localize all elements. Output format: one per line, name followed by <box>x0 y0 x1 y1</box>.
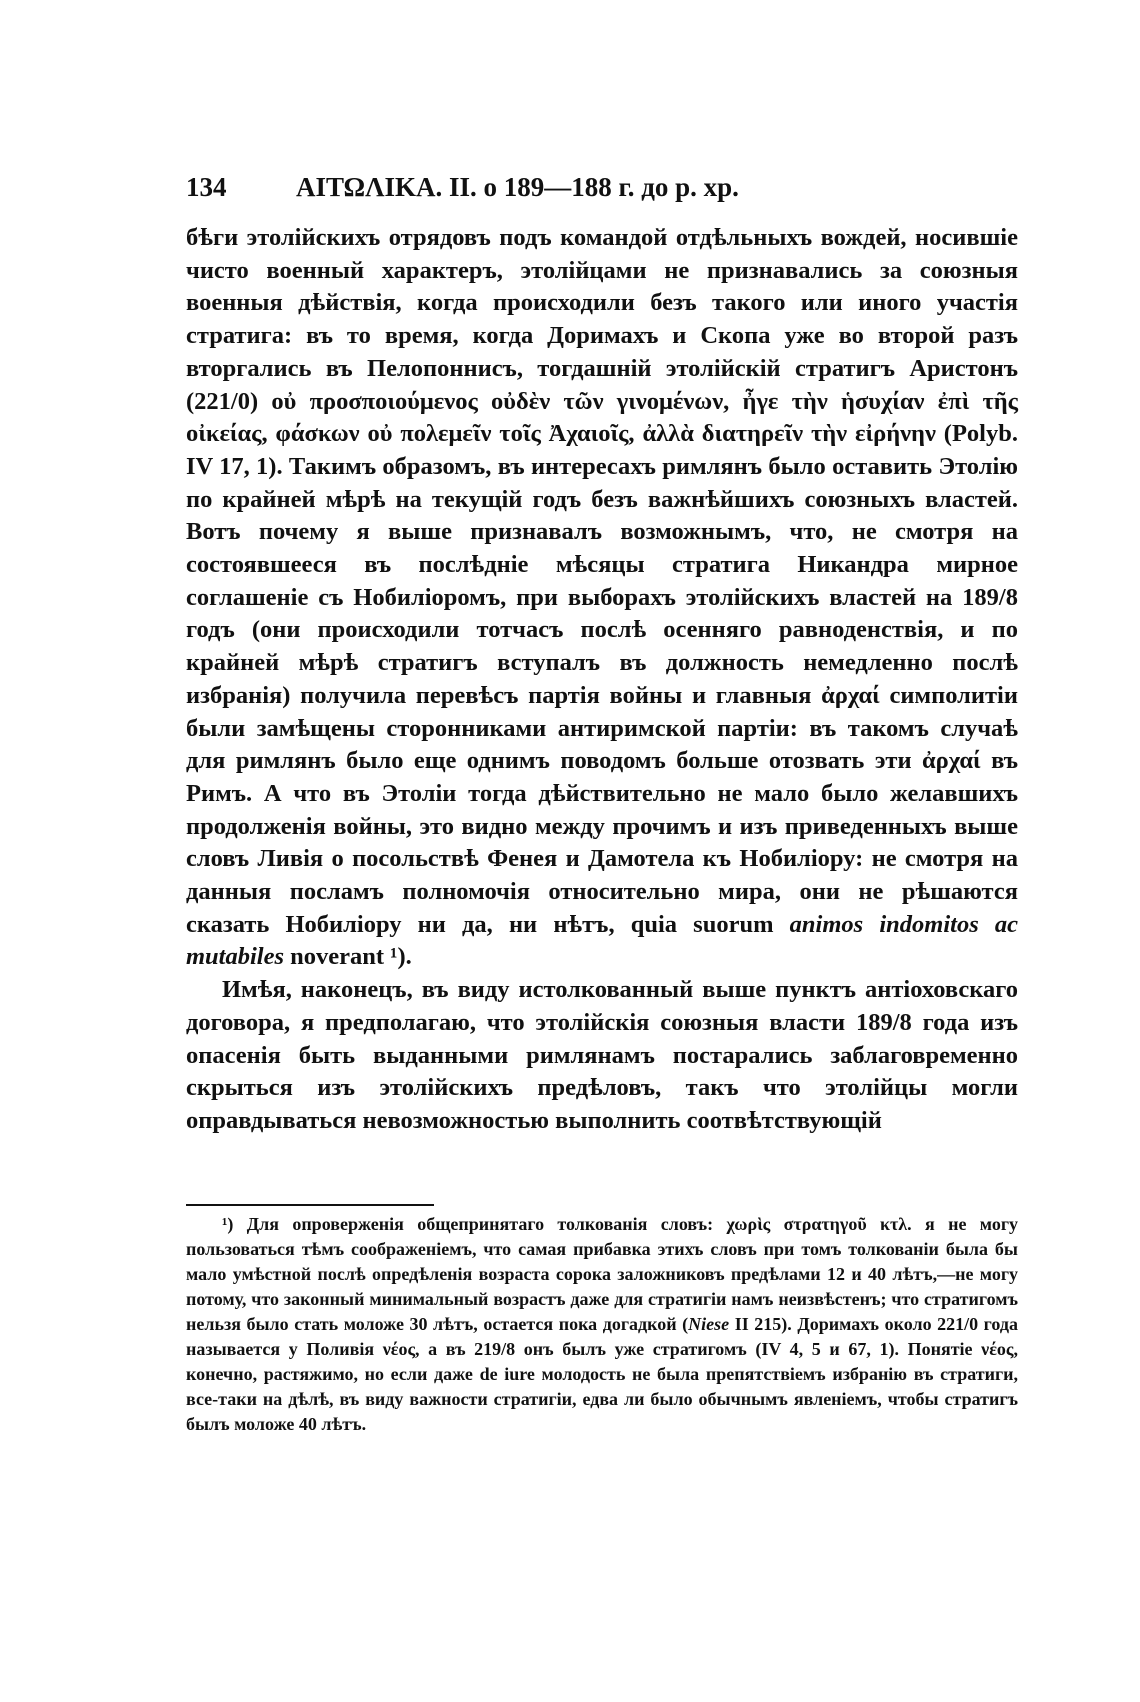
page-header <box>186 172 966 203</box>
paragraph-2: Имѣя, наконецъ, въ виду истолкованный выше пунктъ антіоховскаго договора, я предполагаю, что этолійскія союзныя власти 189/8 года изъ опасенія быть выданными римлянамъ постарались заблаговременно скрыться изъ этолійскихъ предѣловъ, такъ что этолійцы могли оправдываться невозможностью выполнить соотвѣтствующій <box>186 976 1018 1134</box>
paragraph-1-text: бѣги этолійскихъ отрядовъ подъ командой отдѣльныхъ вождей, носившіе чисто военный характеръ, этолійцами не признавались за союзныя военныя дѣйствія, когда происходили безъ такого или иного участія стратига: въ то время, когда Доримахъ и Скопа уже во второй разъ вторгались въ Пелопоннисъ, тогдашній этолійскій стратигъ Аристонъ (221/0) οὐ προσποιούμενος οὐδὲν τῶν γινομένων, ἦγε τὴν ἡσυχίαν ἐπὶ τῆς οἰκείας, φάσκων οὐ πολεμεῖν τοῖς Ἀχαιοῖς, ἀλλὰ διατηρεῖν τὴν εἰρήνην (Polyb. IV 17, 1). Такимъ образомъ, въ интересахъ римлянъ было оставить Этолію по крайней мѣрѣ на текущій годъ безъ важнѣйшихъ союзныхъ властей. Вотъ почему я выше признавалъ возможнымъ, что, не смотря на состоявшееся въ послѣдніе мѣсяцы стратига Никандра мирное соглашеніе съ Нобиліоромъ, при выборахъ этолійскихъ властей на 189/8 годъ (они происходили тотчасъ послѣ осенняго равноденствія, и по крайней мѣрѣ стратигъ вступалъ въ должность немедленно послѣ избранія) получила перевѣсъ партія войны и главныя ἀρχαί симполитіи были замѣщены сторонниками антиримской партіи: въ такомъ случаѣ для римлянъ было еще однимъ поводомъ больше отозвать эти ἀρχαί въ Римъ. А что въ Этоліи тогда дѣйствительно не мало было желавшихъ продолженія войны, это видно между прочимъ и изъ приведенныхъ выше словъ Ливія о посольствѣ Фенея и Дамотела къ Нобиліору: не смотря на данныя посламъ полномочія относительно мира, они не рѣшаются сказать Нобиліору ни да, ни нѣтъ, quia suorum <box>186 224 1018 938</box>
footnote-divider <box>186 1204 434 1206</box>
paragraph-1-italic: animos indomitos ac mutabiles <box>186 910 1019 971</box>
footnote-paragraph <box>186 1212 1018 1437</box>
footnote-text-2: II 215). Доримахъ около 221/0 года называется у Поливія νέος, а въ 219/8 онъ былъ уже стратигомъ (IV 4, 5 и 67, 1). Понятіе νέος, конечно, растяжимо, но если даже de iure молодость не была препятствіемъ избранію въ стратиги, все-таки на дѣлѣ, въ виду важности стратигіи, едва ли было обычнымъ явленіемъ, чтобы стратигъ былъ моложе 40 лѣтъ. <box>186 1314 1018 1434</box>
footnote-citation-author: Niese <box>688 1314 730 1334</box>
page-number: 134 <box>186 172 227 202</box>
footnote <box>186 1212 1018 1437</box>
footnote-text-1: ¹) Для опроверженія общепринятаго толкованія словъ: χωρὶς στρατηγοῦ κτλ. я не могу пользоваться тѣмъ соображеніемъ, что самая прибавка этихъ словъ при томъ толкованіи была бы мало умѣстной послѣ опредѣленія возраста сорока заложниковъ предѣлами 12 и 40 лѣтъ,—не могу потому, что законный минимальный возрастъ даже для стратигіи намъ неизвѣстенъ; что стратигомъ нельзя было стать моложе 30 лѣтъ, остается пока догадкой ( <box>186 1214 1018 1334</box>
running-title: ΑΙΤΩΛΙΚΑ. II. о 189—188 г. до р. хр. <box>296 172 739 202</box>
paragraph-1-tail: noverant ¹). <box>290 943 412 971</box>
paragraph-1 <box>186 222 1018 974</box>
main-text <box>186 222 1018 1138</box>
